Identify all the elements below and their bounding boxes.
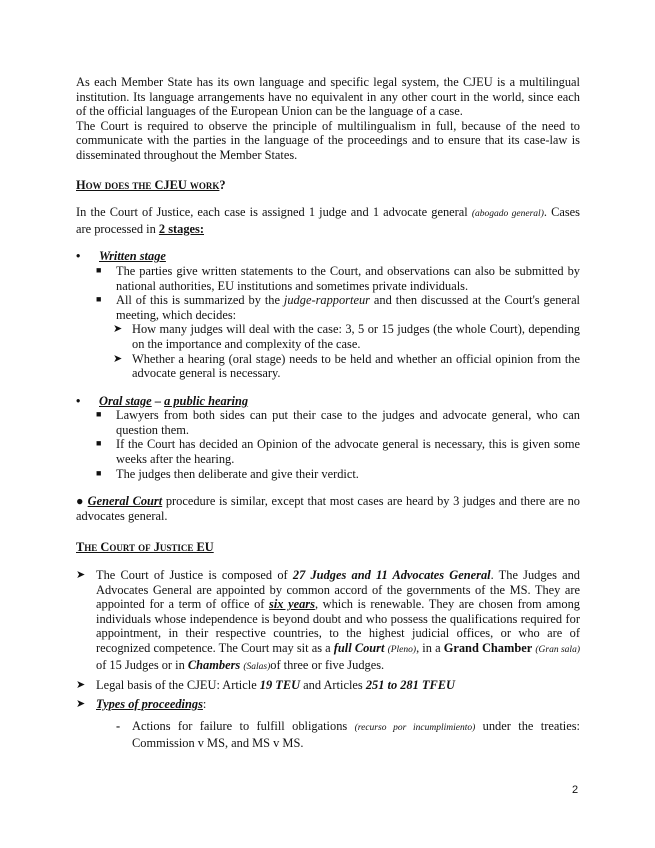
oral-item-3: ■ The judges then deliberate and give their verdict.: [96, 466, 359, 481]
square-bullet-icon: ■: [96, 294, 102, 305]
arrowhead-icon: ➤: [76, 697, 86, 710]
arrowhead-icon: ➤: [76, 679, 86, 692]
cj-point-3: ➤ Types of proceedings:: [76, 696, 207, 711]
square-bullet-icon: ■: [96, 264, 102, 275]
list-item-written-stage: • Written stage: [76, 249, 166, 264]
section-heading-court-of-justice: The Court of Justice EU: [76, 540, 214, 555]
written-subitem-1: ➤ How many judges will deal with the case: 3, 5 or 15 judges (the whole Court), depending on the importance and complexity of the case.: [113, 322, 580, 351]
oral-item-2: ■ If the Court has decided an Opinion of the advocate general is necessary, this is given some weeks after the hearing.: [96, 437, 580, 467]
section-heading-how-cjeu-works: How does the CJEU work?: [76, 177, 226, 192]
arrowhead-icon: ➤: [76, 569, 86, 582]
oral-item-1: ■ Lawyers from both sides can put their case to the judges and advocate general, who can question them.: [96, 408, 580, 437]
written-subitem-2: ➤ Whether a hearing (oral stage) needs to be held and whether an official opinion from the advocate general is necessary.: [113, 351, 580, 381]
arrowhead-icon: ➤: [113, 352, 123, 365]
dash-icon: -: [116, 719, 121, 734]
written-item-2: ■ All of this is summarized by the judge-rapporteur and then discussed at the Court's general meeting, which decides:: [96, 293, 581, 322]
square-bullet-icon: ■: [96, 438, 102, 449]
cj-point-1: ➤ The Court of Justice is composed of 27 Judges and 11 Advocates General. The Judges and Advocates General are appointed by common accord of the governments of the MS. They are appointed for a term of office of six years, which is renewable. They are chosen from among individuals whose independence is beyond doubt and who possess the qualifications required for appointment, in their respective countries, to the highest judicial offices, or who are of recognized competence. The Court may sit as a full Court (Pleno), in a Grand Chamber (Gran sala) of 15 Judges or in Chambers (Salas)of three or five Judges.: [76, 568, 580, 672]
intro-paragraph-2: The Court is required to observe the principle of multilingualism in full, because of the need to communicate with the parties in the language of the proceedings and to ensure that its case-law is disseminated throughout the Member States.: [76, 118, 580, 162]
bullet-icon: ●: [76, 494, 88, 509]
section1-intro: In the Court of Justice, each case is assigned 1 judge and 1 advocate general (abogado general). Cases are processed in 2 stages:: [76, 205, 580, 236]
document-page: [76, 75, 580, 751]
square-bullet-icon: ■: [96, 467, 102, 478]
list-item-oral-stage: • Oral stage – a public hearing: [76, 393, 249, 408]
proceedings-item-1: - Actions for failure to fulfill obligations (recurso por incumplimiento) under the treaties: Commission v MS, and MS v MS.: [116, 719, 580, 750]
bullet-icon: •: [76, 393, 81, 408]
bullet-icon: •: [76, 249, 81, 264]
arrowhead-icon: ➤: [113, 323, 123, 336]
written-item-1: ■ The parties give written statements to the Court, and observations can also be submitted by national authorities, EU institutions and sometimes private individuals.: [96, 263, 580, 293]
intro-paragraph-1: As each Member State has its own language and specific legal system, the CJEU is a multilingual institution. Its language arrangements have no equivalent in any other court in the world, since each of the official languages of the European Union can be the language of a case.: [76, 75, 580, 119]
square-bullet-icon: ■: [96, 409, 102, 420]
cj-point-2: ➤ Legal basis of the CJEU: Article 19 TEU and Articles 251 to 281 TFEU: [76, 678, 455, 693]
page-number: 2: [572, 784, 579, 796]
general-court-paragraph: ● General Court procedure is similar, except that most cases are heard by 3 judges and there are no advocates general.: [76, 494, 580, 523]
